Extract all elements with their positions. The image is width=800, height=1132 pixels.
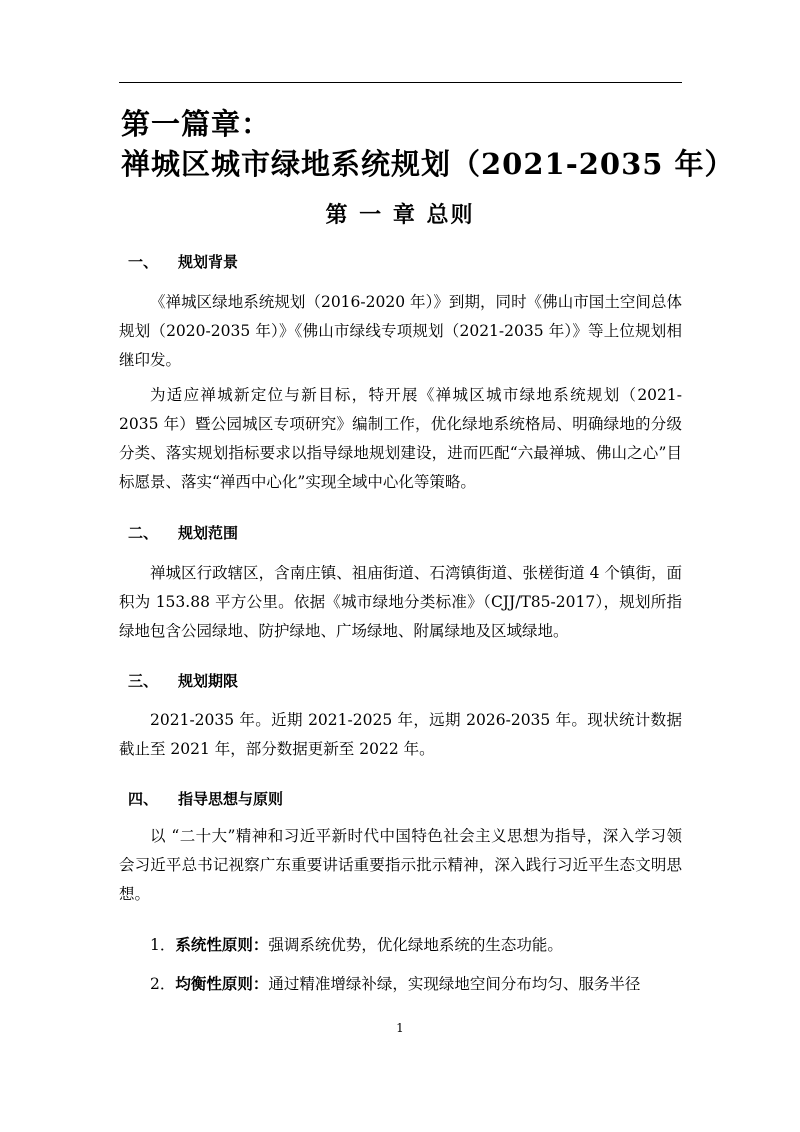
paragraph: 为适应禅城新定位与新目标，特开展《禅城区城市绿地系统规划（2021-2035 年）暨公园城区专项研究》编制工作，优化绿地系统格局、明确绿地的分级分类、落实规划指标要求以指导绿地规划建设，进而匹配“六最禅城、佛山之心”目标愿景、落实“禅西中心化”实现全域中心化等策略。 — [119, 386, 682, 491]
principle-item — [150, 933, 563, 955]
section-heading-background — [128, 251, 238, 272]
principle-text: 通过精准增绿补绿，实现绿地空间分布均匀、服务半径 — [268, 975, 641, 993]
principle-name: 均衡性原则： — [175, 974, 269, 993]
header-rule — [119, 82, 682, 83]
paragraph: 2021-2035 年。近期 2021-2025 年，远期 2026-2035 年。现状统计数据截止至 2021 年，部分数据更新至 2022 年。 — [119, 711, 682, 758]
page-number: 1 — [396, 1021, 404, 1035]
principle-name: 系统性原则： — [175, 935, 269, 954]
principle-text: 强调系统优势，优化绿地系统的生态功能。 — [268, 936, 563, 954]
section-title: 规划范围 — [178, 524, 239, 542]
part-title-line-1: 第一篇章： — [121, 107, 272, 141]
section-number: 二、 — [128, 524, 159, 542]
paragraph: 《禅城区绿地系统规划（2016-2020 年）》到期，同时《佛山市国土空间总体规划（2020-2035 年）》《佛山市绿线专项规划（2021-2035 年）》等上位规划相继印发。 — [119, 293, 682, 369]
section-title: 规划背景 — [178, 253, 239, 271]
section-number: 四、 — [128, 790, 159, 808]
section-heading-scope — [128, 522, 238, 543]
section-heading-principles — [128, 788, 283, 809]
part-title-line-2: 禅城区城市绿地系统规划（2021-2035 年） — [121, 147, 735, 181]
principle-item — [150, 972, 640, 994]
section-number: 一、 — [128, 253, 159, 271]
paragraph: 以 “二十大”精神和习近平新时代中国特色社会主义思想为指导，深入学习领会习近平总书记视察广东重要讲话重要指示批示精神，深入践行习近平生态文明思想。 — [119, 827, 682, 903]
part-title — [121, 104, 735, 184]
section-heading-period — [128, 670, 238, 691]
principle-number: 1． — [150, 936, 176, 954]
section-title: 规划期限 — [178, 672, 239, 690]
chapter-title: 第 一 章 总则 — [325, 202, 475, 228]
section-title: 指导思想与原则 — [178, 790, 284, 808]
paragraph: 禅城区行政辖区，含南庄镇、祖庙街道、石湾镇街道、张槎街道 4 个镇街，面积为 153.88 平方公里。依据《城市绿地分类标准》（CJJ/T85-2017），规划所指绿地包含公园绿地、防护绿地、广场绿地、附属绿地及区域绿地。 — [119, 564, 682, 640]
section-number: 三、 — [128, 672, 159, 690]
principle-number: 2． — [150, 975, 176, 993]
